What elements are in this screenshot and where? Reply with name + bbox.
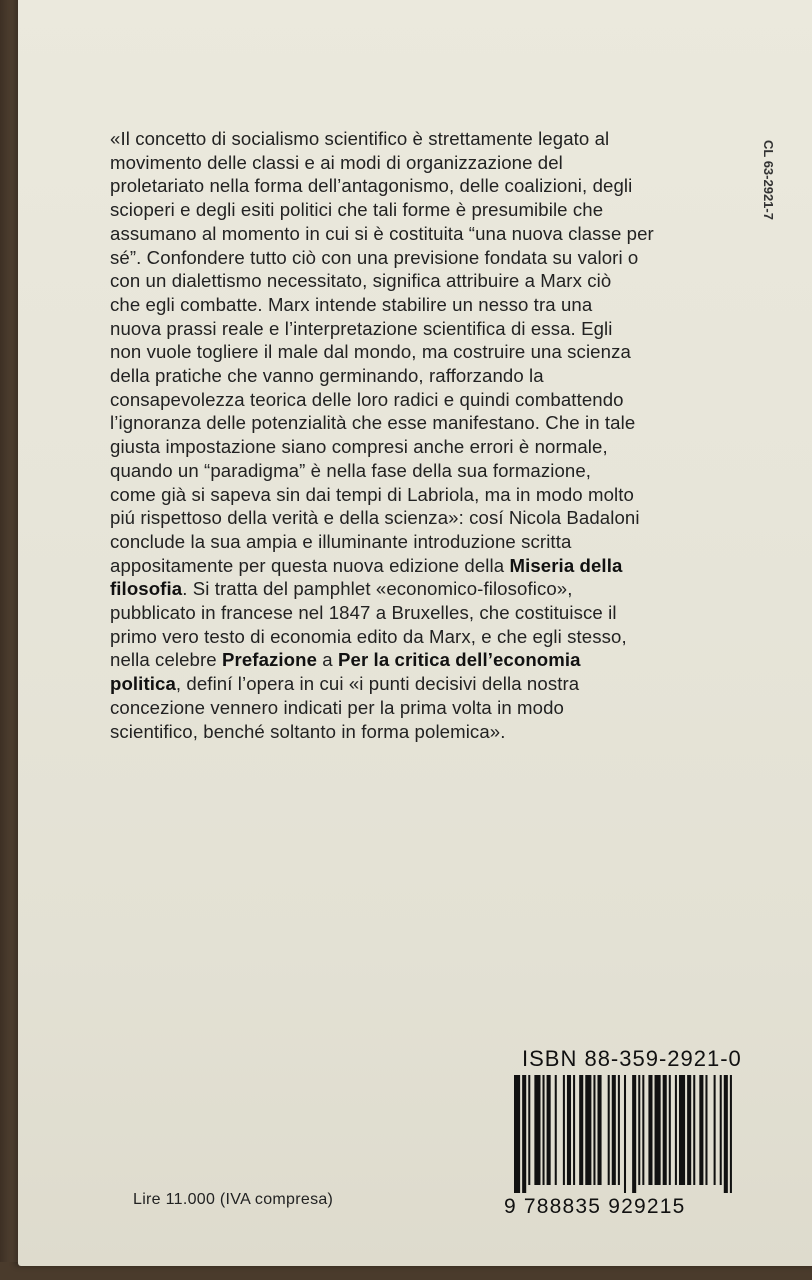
barcode-bar bbox=[679, 1075, 685, 1185]
blurb-line: scioperi e degli esiti politici che tali forme è presumibile che bbox=[110, 199, 604, 221]
barcode-bar bbox=[730, 1075, 732, 1193]
barcode-bar bbox=[567, 1075, 571, 1185]
barcode bbox=[514, 1075, 736, 1193]
blurb-line: movimento delle classi e ai modi di organizzazione del bbox=[110, 151, 563, 173]
blurb-line bbox=[110, 554, 710, 578]
barcode-bar bbox=[528, 1075, 530, 1185]
blurb-line: l’ignoranza delle potenzialità che esse manifestano. Che in tale bbox=[110, 412, 636, 434]
blurb-line: come già si sapeva sin dai tempi di Labriola, ma in modo molto bbox=[110, 483, 634, 505]
barcode-bar bbox=[724, 1075, 728, 1193]
book-title-bold: filosofia bbox=[110, 578, 183, 600]
barcode-bar bbox=[705, 1075, 707, 1185]
barcode-bar bbox=[547, 1075, 551, 1185]
work-title-bold: politica bbox=[110, 673, 176, 695]
blurb-text-run: appositamente per questa nuova edizione della bbox=[110, 554, 510, 576]
barcode-bar bbox=[563, 1075, 565, 1185]
barcode-digits: 9 788835 929215 bbox=[504, 1195, 686, 1218]
barcode-bar bbox=[612, 1075, 616, 1185]
barcode-bar bbox=[579, 1075, 583, 1185]
blurb-line: pubblicato in francese nel 1847 a Bruxelles, che costituisce il bbox=[110, 602, 617, 624]
barcode-bar bbox=[624, 1075, 626, 1193]
barcode-bar bbox=[638, 1075, 640, 1185]
barcode-bar bbox=[655, 1075, 661, 1185]
barcode-bar bbox=[642, 1075, 644, 1185]
blurb-line: non vuole togliere il male dal mondo, ma costruire una scienza bbox=[110, 341, 631, 363]
barcode-bar bbox=[522, 1075, 526, 1193]
blurb-line: assumano al momento in cui si è costituita “una nuova classe per bbox=[110, 222, 654, 244]
barcode-bar bbox=[669, 1075, 671, 1185]
blurb-line: consapevolezza teorica delle loro radici e quindi combattendo bbox=[110, 388, 624, 410]
blurb-line: primo vero testo di economia edito da Marx, e che egli stesso, bbox=[110, 625, 627, 647]
blurb-text-run: a bbox=[317, 649, 339, 671]
blurb-text-run: nella celebre bbox=[110, 649, 222, 671]
barcode-bar bbox=[632, 1075, 636, 1193]
barcode-bar bbox=[714, 1075, 716, 1185]
barcode-bar bbox=[693, 1075, 695, 1185]
barcode-bar bbox=[593, 1075, 595, 1185]
barcode-bar bbox=[555, 1075, 557, 1185]
barcode-bar bbox=[573, 1075, 575, 1185]
blurb-line: con un dialettismo necessitato, significa attribuire a Marx ciò bbox=[110, 270, 612, 292]
catalog-code: CL 63-2921-7 bbox=[761, 140, 776, 220]
blurb-line: piú rispettoso della verità e della scienza»: cosí Nicola Badaloni bbox=[110, 507, 640, 529]
blurb-line: conclude la sua ampia e illuminante introduzione scritta bbox=[110, 530, 572, 552]
book-title-bold: Miseria della bbox=[509, 554, 623, 576]
barcode-bar bbox=[543, 1075, 545, 1185]
blurb-line bbox=[110, 672, 710, 696]
barcode-bar bbox=[675, 1075, 677, 1185]
blurb-text bbox=[110, 127, 710, 743]
blurb-line: proletariato nella forma dell’antagonismo, delle coalizioni, degli bbox=[110, 175, 633, 197]
barcode-bar bbox=[699, 1075, 703, 1185]
preface-bold: Prefazione bbox=[222, 649, 318, 671]
isbn-label: ISBN 88-359-2921-0 bbox=[522, 1046, 742, 1071]
blurb-line: che egli combatte. Marx intende stabilire un nesso tra una bbox=[110, 293, 593, 315]
barcode-bar bbox=[648, 1075, 652, 1185]
work-title-bold: Per la critica dell’economia bbox=[338, 649, 581, 671]
blurb-line: della pratiche che vanno germinando, rafforzando la bbox=[110, 365, 544, 387]
barcode-bar bbox=[618, 1075, 620, 1185]
barcode-bar bbox=[585, 1075, 591, 1185]
blurb-line: sé”. Confondere tutto ciò con una previsione fondata su valori o bbox=[110, 246, 639, 268]
blurb-line: quando un “paradigma” è nella fase della sua formazione, bbox=[110, 459, 592, 481]
barcode-bar bbox=[663, 1075, 667, 1185]
blurb-line: «Il concetto di socialismo scientifico è strettamente legato al bbox=[110, 128, 610, 149]
blurb-line bbox=[110, 577, 710, 601]
blurb-line: concezione vennero indicati per la prima volta in modo bbox=[110, 696, 564, 718]
blurb-text-run: , definí l’opera in cui «i punti decisivi della nostra bbox=[175, 673, 580, 695]
price-label: Lire 11.000 (IVA compresa) bbox=[133, 1191, 334, 1208]
blurb-text-run: . Si tratta del pamphlet «economico-filosofico», bbox=[182, 578, 573, 600]
barcode-bar bbox=[514, 1075, 520, 1193]
blurb-line: giusta impostazione siano compresi anche errori è normale, bbox=[110, 436, 608, 458]
barcode-bar bbox=[534, 1075, 540, 1185]
blurb-line: nuova prassi reale e l’interpretazione scientifica di essa. Egli bbox=[110, 317, 613, 339]
blurb-line: scientifico, benché soltanto in forma polemica». bbox=[110, 720, 506, 742]
barcode-bar bbox=[720, 1075, 722, 1185]
barcode-bar bbox=[598, 1075, 602, 1185]
barcode-bar bbox=[608, 1075, 610, 1185]
blurb-line bbox=[110, 648, 710, 672]
barcode-bar bbox=[687, 1075, 691, 1185]
